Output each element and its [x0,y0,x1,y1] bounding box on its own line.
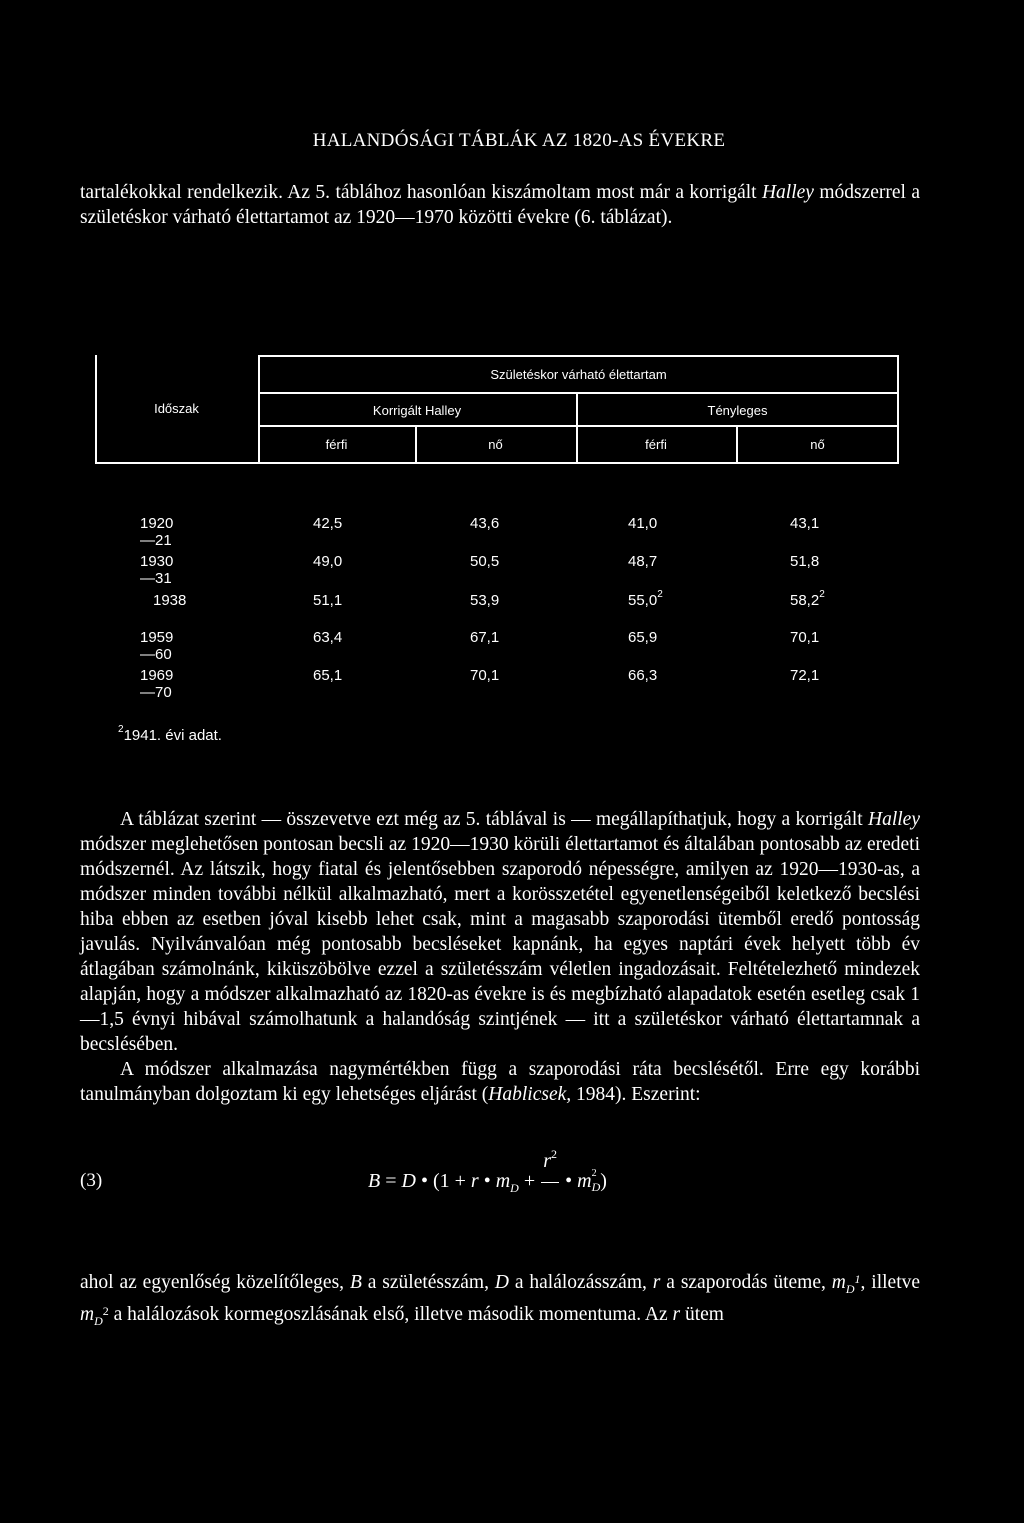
equation: B = D • (1 + r • $m_D$ + $r^2$ • m $^2$ D ) [368,1147,607,1195]
cell-actual-female: 43,1 [790,515,820,532]
header-period: Időszak [154,401,199,416]
header-corrected: Korrigált Halley [372,403,462,418]
cell-actual-female: 70,1 [790,629,820,646]
equation-number: (3) [80,1170,103,1191]
header-corrected-female: nő [488,437,503,452]
running-head: HALANDÓSÁGI TÁBLÁK AZ 1820-AS ÉVEKRE [312,130,726,151]
cell-corrected-female: 50,5 [470,553,500,570]
intro-text-1: tartalékokkal rendelkezik. Az 5. táblához hasonlóan kiszámoltam most már a korrigált [80,182,762,203]
cell-period: 1930—31 [140,553,174,587]
closing-paragraph: ahol az egyenlőség közelítőleges, B a születésszám, D a halálozásszám, r a szaporodás üteme, $m_D^1$, illetve $m_D^2$ a halálozások kormegoszlásának első, illetve második momentuma. Az r ütem [80,1272,921,1328]
header-actual-female: nő [810,437,825,452]
paragraph-1: A táblázat szerint — összevetve ezt még az 5. táblával is — megállapíthatjuk, hogy a korrigált Halley módszer meglehetősen pontosan becsli az 1920—1930 körüli élettartamot és általában pontosabb az eredeti módszernél. Az látszik, hogy fiatal és jelentősebben szaporodó népességre, amilyen az 1920—1930-as, a módszer minden további nélkül alkalmazható, mert a korösszetétel egyenetlenségeiből keletkező becslési hiba ebben az esetben jóval kisebb lehet csak, mint a magasabb szaporodási ütemből eredő pontosság javulás. Nyilvánvalóan még pontosabb becsléseket kapnánk, ha egyes naptári évek helyett több év átlagában számolnánk, kiküszöbölve ezzel a születésszám véletlen ingadozásait. Feltételezhető mindezek alapján, hogy a módszer alkalmazható az 1820-as évekre is és megbízható alapadatok esetén esetleg csak 1—1,5 évnyi hibával számolhatunk a halandóság szintjének — itt a születéskor várható élettartamnak a becslésében. [80,809,920,1055]
table-header [95,355,899,464]
cell-actual-female: 72,1 [790,667,820,684]
cell-period: 1920—21 [140,515,174,549]
cell-corrected-female: 70,1 [470,667,500,684]
table-footnote: $^2$1941. évi adat. [118,724,222,744]
cell-actual-male: 48,7 [628,553,658,570]
header-corrected-male: férfi [325,437,348,452]
intro-paragraph [80,180,920,230]
cell-period: 1938 [153,592,187,609]
cell-actual-female: 51,8 [790,553,820,570]
cell-corrected-male: 42,5 [313,515,343,532]
header-actual: Tényleges [707,403,768,418]
cell-corrected-male: 51,1 [313,592,343,609]
cell-actual-male: 41,0 [628,515,658,532]
cell-corrected-male: 63,4 [313,629,343,646]
cell-period: 1959—60 [140,629,174,663]
cell-corrected-female: 43,6 [470,515,500,532]
cell-corrected-male: 65,1 [313,667,343,684]
paragraph-2: A módszer alkalmazása nagymértékben függ a szaporodási ráta becslésétől. Erre egy korábbi tanulmányban dolgoztam ki egy lehetséges eljárást (Hablicsek, 1984). Eszerint: [80,1059,920,1105]
cell-corrected-female: 67,1 [470,629,500,646]
cell-corrected-male: 49,0 [313,553,343,570]
body-text [80,807,920,1107]
cell-actual-male: 66,3 [628,667,658,684]
cell-actual-female: 58,2$^2$ [790,589,825,609]
cell-actual-male: 55,0$^2$ [628,589,663,609]
cell-actual-male: 65,9 [628,629,658,646]
intro-italic-name: Halley [761,182,814,203]
header-group: Születéskor várható élettartam [490,367,667,382]
cell-corrected-female: 53,9 [470,592,500,609]
intro-text-2: módszerrel a születéskor várható élettartamot az 1920—1970 közötti évekre (6. táblázat). [80,182,920,228]
cell-period: 1969—70 [140,667,174,701]
header-actual-male: férfi [645,437,667,452]
